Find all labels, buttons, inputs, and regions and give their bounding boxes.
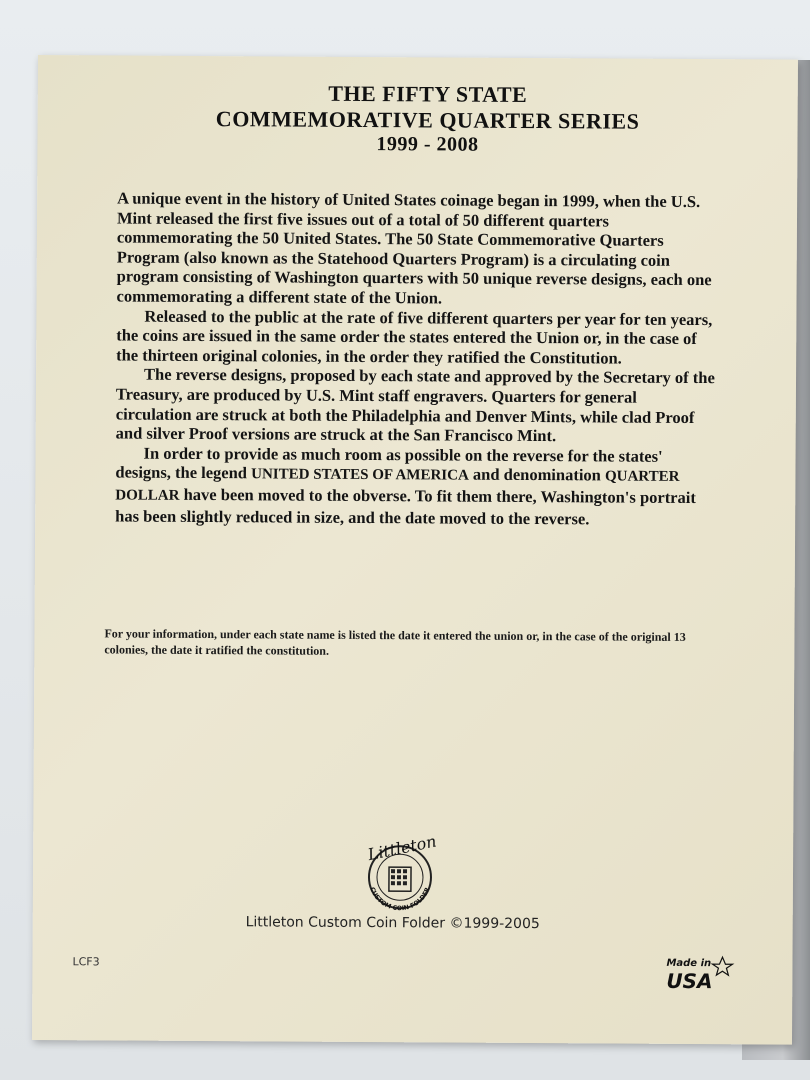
title-line-1: THE FIFTY STATE	[328, 80, 528, 107]
paragraph-3: The reverse designs, proposed by each state and approved by the Secretary of the Treasury, are produced by U.S. Mint staff engravers. Quarters for general circulation are struck at both the Philadelphia and Denver Mints, while clad Proof and silver Proof versions are struck at the San Francisco Mint.	[115, 364, 715, 446]
logo-ring-text-path: CUSTOM COIN FOLDER	[368, 886, 432, 913]
made-in-usa-icon	[664, 954, 734, 994]
paragraph-2: Released to the public at the rate of five different quarters per year for ten years, the coins are issued in the same order the states entered the Union or, in the case of the thirteen original colonies, in the order they ratified the Constitution.	[116, 306, 713, 368]
denomination-text: QUARTER DOLLAR	[115, 468, 680, 504]
usa-text: USA	[666, 968, 713, 994]
product-code: LCF3	[72, 955, 100, 969]
title-years: 1999 - 2008	[376, 133, 479, 156]
title-line-2: COMMEMORATIVE QUARTER SERIES	[215, 106, 640, 134]
copyright-credit: Littleton Custom Coin Folder ©1999-2005	[245, 914, 540, 933]
littleton-logo-icon	[355, 827, 446, 918]
paragraph-4-part-c: and denomination	[468, 464, 606, 485]
made-in-text: Made in	[666, 957, 712, 970]
paragraph-4-part-a: In order to provide as much room as possible on the reverse for the states' designs, the legend	[115, 443, 663, 483]
legend-text: UNITED STATES OF AMERICA	[251, 466, 469, 484]
star-icon	[712, 957, 732, 975]
coin-folder-insert-card	[32, 55, 798, 1045]
logo-ring-text	[368, 886, 431, 912]
logo-script-name: Littleton	[366, 831, 439, 865]
info-note: For your information, under each state name is listed the date it entered the union or, in the case of the original 13 colonies, the date it ratified the constitution.	[104, 626, 686, 658]
paragraph-1: A unique event in the history of United States coinage began in 1999, when the U.S. Mint released the first five issues out of a total of 50 different quarters commemorating the 50 United States. The 50 State Commemorative Quarters Program (also known as the Statehood Quarters Program) is a circulating coin program consisting of Washington quarters with 50 unique reverse designs, each one commemorating a different state of the Union.	[116, 188, 712, 308]
paragraph-4-part-e: have been moved to the obverse. To fit them there, Washington's portrait has been slightly reduced in size, and the date moved to the reverse.	[115, 484, 696, 528]
paragraph-4	[115, 443, 715, 529]
history-text	[115, 188, 717, 529]
